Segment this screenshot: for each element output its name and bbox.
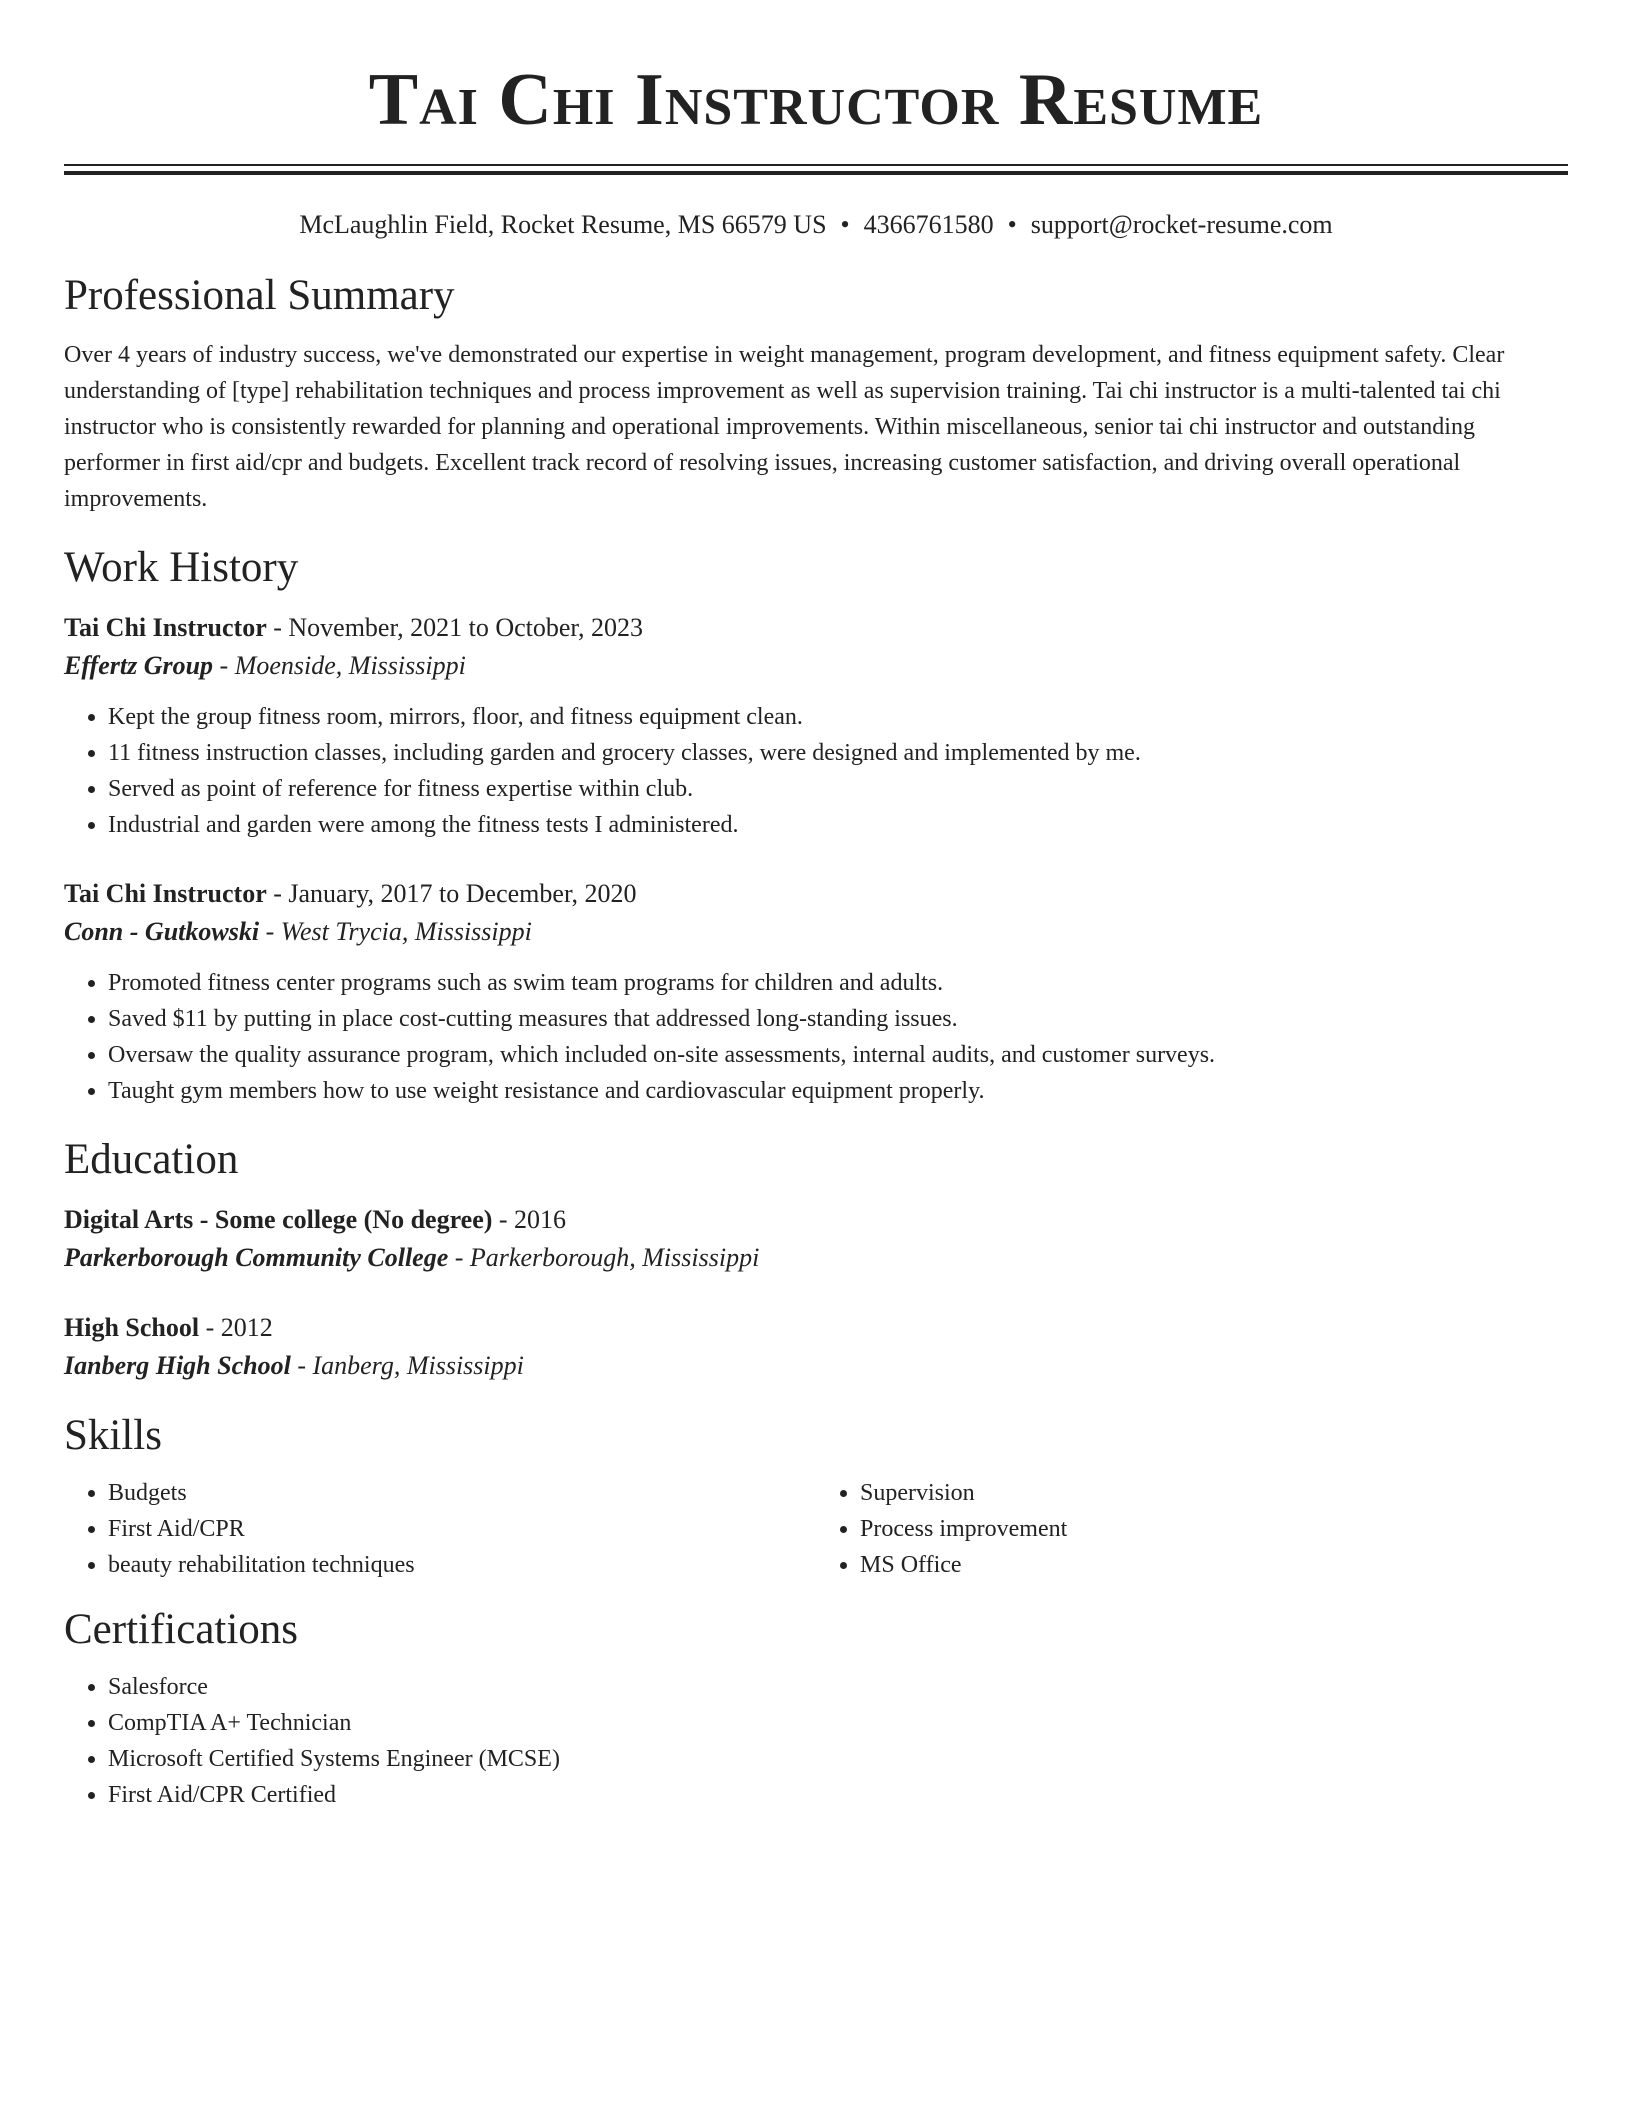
education-location: - Parkerborough, Mississippi	[448, 1243, 760, 1272]
contact-phone: 4366761580	[863, 210, 994, 239]
education-degree-line	[64, 1309, 1568, 1347]
job-company-line	[64, 913, 1568, 951]
title-divider	[64, 164, 1568, 175]
list-item: • Industrial and garden were among the fitness tests I administered.	[108, 807, 1568, 843]
skills-list-right	[816, 1475, 1568, 1583]
list-item: • Kept the group fitness room, mirrors, floor, and fitness equipment clean.	[108, 699, 1568, 735]
job-title: Tai Chi Instructor	[64, 879, 267, 908]
education-entry	[64, 1201, 1568, 1277]
job-title-line	[64, 875, 1568, 913]
education-degree: Digital Arts - Some college (No degree)	[64, 1205, 493, 1234]
education-entry	[64, 1309, 1568, 1385]
work-entry	[64, 875, 1568, 1109]
job-duties-list	[64, 965, 1568, 1109]
education-school: Parkerborough Community College	[64, 1243, 449, 1272]
work-history-heading: Work History	[64, 544, 299, 591]
education-school: Ianberg High School	[64, 1351, 291, 1380]
list-item: • MS Office	[860, 1547, 1568, 1583]
job-location: - Moenside, Mississippi	[213, 651, 466, 680]
education-degree-line	[64, 1201, 1568, 1239]
job-company-line	[64, 647, 1568, 685]
contact-separator: •	[840, 210, 850, 239]
skills-heading: Skills	[64, 1412, 162, 1459]
job-title-line	[64, 609, 1568, 647]
summary-heading: Professional Summary	[64, 272, 455, 319]
list-item: • Served as point of reference for fitness expertise within club.	[108, 771, 1568, 807]
job-dates: - January, 2017 to December, 2020	[266, 879, 637, 908]
summary-text: Over 4 years of industry success, we've demonstrated our expertise in weight management, program development, and fitness equipment safety. Clear understanding of [type] rehabilitation techniques and process improvement as well as supervision training. Tai chi instructor is a multi-talented tai chi instructor who is consistently rewarded for planning and operational improvements. Within miscellaneous, senior tai chi instructor and outstanding performer in first aid/cpr and budgets. Excellent track record of resolving issues, increasing customer satisfaction, and driving overall operational improvements.	[64, 342, 1505, 512]
job-location: - West Trycia, Mississippi	[259, 917, 532, 946]
contact-email: support@rocket-resume.com	[1030, 210, 1333, 239]
list-item: • Supervision	[860, 1475, 1568, 1511]
resume-title: Tai Chi Instructor Resume	[368, 59, 1264, 141]
education-year: - 2012	[199, 1313, 273, 1342]
list-item: • Promoted fitness center programs such as swim team programs for children and adults.	[108, 965, 1568, 1001]
list-item: • Salesforce	[108, 1669, 1568, 1705]
skills-columns	[64, 1475, 1568, 1583]
certifications-heading: Certifications	[64, 1606, 299, 1653]
job-dates: - November, 2021 to October, 2023	[266, 613, 644, 642]
contact-address: McLaughlin Field, Rocket Resume, MS 66579 US	[299, 210, 827, 239]
list-item: • Saved $11 by putting in place cost-cutting measures that addressed long-standing issues.	[108, 1001, 1568, 1037]
list-item: • Taught gym members how to use weight resistance and cardiovascular equipment properly.	[108, 1073, 1568, 1109]
list-item: • 11 fitness instruction classes, including garden and grocery classes, were designed and implemented by me.	[108, 735, 1568, 771]
education-school-line	[64, 1347, 1568, 1385]
contact-line	[64, 209, 1568, 241]
contact-separator: •	[1007, 210, 1017, 239]
skills-list-left	[64, 1475, 816, 1583]
certifications-list	[64, 1669, 1568, 1813]
education-location: - Ianberg, Mississippi	[290, 1351, 524, 1380]
education-degree: High School	[64, 1313, 200, 1342]
education-year: - 2016	[492, 1205, 567, 1234]
list-item: • First Aid/CPR	[108, 1511, 816, 1547]
list-item: • CompTIA A+ Technician	[108, 1705, 1568, 1741]
list-item: • beauty rehabilitation techniques	[108, 1547, 816, 1583]
work-entry	[64, 609, 1568, 843]
job-title: Tai Chi Instructor	[64, 613, 267, 642]
list-item: • First Aid/CPR Certified	[108, 1777, 1568, 1813]
education-school-line	[64, 1239, 1568, 1277]
list-item: • Budgets	[108, 1475, 816, 1511]
education-heading: Education	[64, 1136, 239, 1183]
job-duties-list	[64, 699, 1568, 843]
list-item: • Microsoft Certified Systems Engineer (MCSE)	[108, 1741, 1568, 1777]
list-item: • Oversaw the quality assurance program, which included on-site assessments, internal audits, and customer surveys.	[108, 1037, 1568, 1073]
list-item: • Process improvement	[860, 1511, 1568, 1547]
job-company: Conn - Gutkowski	[64, 917, 260, 946]
job-company: Effertz Group	[64, 651, 214, 680]
